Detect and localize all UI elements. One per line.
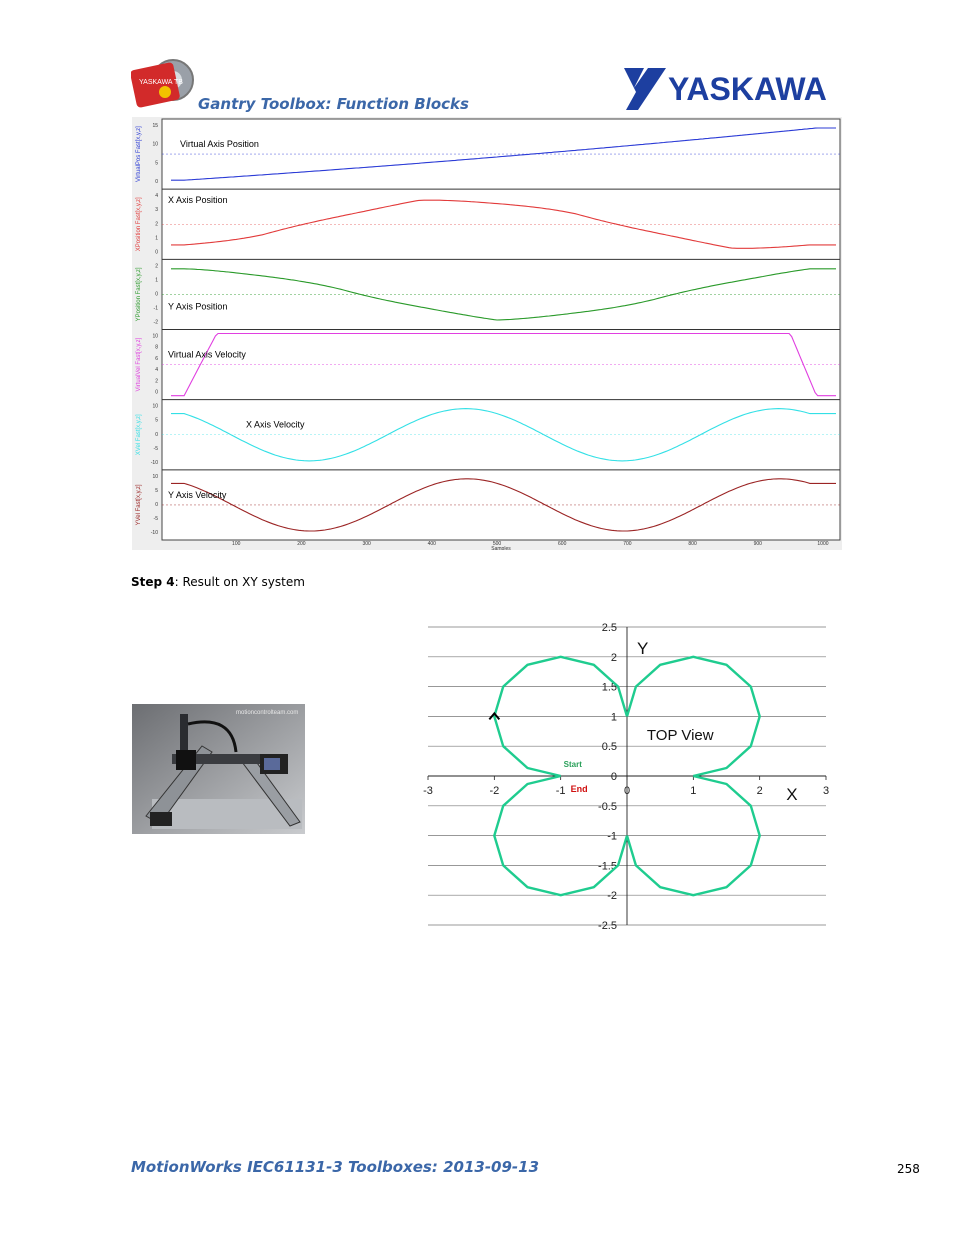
x-tick-label: 3 <box>822 785 830 797</box>
x-tick-label: -3 <box>423 785 433 797</box>
trend-tick-label: 5 <box>155 487 158 494</box>
trend-x-tick: 700 <box>623 541 632 547</box>
x-tick-label: 0 <box>623 785 631 797</box>
y-tick-label: -1 <box>607 830 617 843</box>
y-tick-label: 1 <box>610 711 617 724</box>
trend-tick-label: 8 <box>155 344 158 351</box>
trend-x-tick: 400 <box>427 541 436 547</box>
gantry-photo <box>132 704 305 834</box>
trend-tick-label: -10 <box>150 459 158 466</box>
chart-title: TOP View <box>646 727 714 745</box>
trend-axis-name: YPosition Fast[x,y,z] <box>136 267 142 322</box>
yaskawa-wordmark: YASKAWA <box>668 71 827 107</box>
trend-axis-name: VirtualPos Fast[x,y,z] <box>136 126 142 182</box>
end-annotation: End <box>570 784 588 794</box>
trend-tick-label: 0 <box>155 431 158 438</box>
trend-x-tick: 800 <box>688 541 697 547</box>
trend-tick-label: -5 <box>153 445 158 452</box>
y-tick-label: 2.5 <box>601 622 617 634</box>
trend-display <box>132 117 842 550</box>
trend-tick-label: 2 <box>155 263 158 270</box>
trend-axis-name: YVel Fast[x,y,z] <box>136 484 142 526</box>
trend-tick-label: 4 <box>155 367 158 374</box>
trend-x-tick: 600 <box>558 541 567 547</box>
trend-x-tick: 300 <box>362 541 371 547</box>
trend-panel-label: Y Axis Velocity <box>168 489 227 500</box>
trend-tick-label: 1 <box>155 235 158 242</box>
trend-tick-label: 2 <box>155 221 158 228</box>
trend-tick-label: 0 <box>155 389 158 396</box>
trend-axis-name: VirtualVel Fast[x,y,z] <box>136 337 142 392</box>
badge-text: YASKAWA TB <box>139 79 183 86</box>
yaskawa-logo <box>622 66 844 112</box>
y-tick-label: 2 <box>610 651 617 664</box>
step-label: Step 4 <box>131 575 175 589</box>
y-tick-label: 1.5 <box>601 681 617 694</box>
header-title: Gantry Toolbox: Function Blocks <box>198 95 469 113</box>
trend-panel-label: X Axis Velocity <box>246 419 305 430</box>
x-tick-label: -1 <box>555 785 566 797</box>
trend-tick-label: 5 <box>155 160 158 167</box>
x-tick-label: 1 <box>690 785 697 797</box>
trend-x-tick: 200 <box>297 541 306 547</box>
trend-tick-label: 10 <box>152 333 158 340</box>
trend-tick-label: 0 <box>155 179 158 186</box>
x-axis-label: X <box>786 784 798 804</box>
trend-tick-label: 15 <box>152 123 158 129</box>
trend-axis-name: XPosition Fast[x,y,z] <box>136 197 142 252</box>
y-tick-label: -2.5 <box>598 920 617 932</box>
trend-x-label: Samples <box>491 546 511 550</box>
y-tick-label: -2 <box>607 890 617 903</box>
trend-tick-label: 5 <box>155 417 158 424</box>
trend-tick-label: 2 <box>155 378 158 385</box>
trend-panel-label: X Axis Position <box>168 195 228 206</box>
y-tick-label: 0 <box>610 771 617 783</box>
trend-x-tick: 500 <box>492 541 502 547</box>
trend-tick-label: -1 <box>153 305 158 312</box>
y-tick-label: -0.5 <box>598 800 617 813</box>
toolbox-badge-logo <box>131 58 199 110</box>
trend-x-tick: 100 <box>232 541 241 547</box>
trend-panel-label: Virtual Axis Position <box>180 139 259 149</box>
trend-tick-label: 3 <box>155 207 158 214</box>
trend-tick-label: 10 <box>152 141 158 148</box>
trend-tick-label: -2 <box>153 319 158 326</box>
photo-watermark: motioncontrolteam.com <box>236 710 299 716</box>
xy-chart <box>398 612 838 942</box>
trend-tick-label: -10 <box>150 530 158 536</box>
step-caption <box>131 575 305 589</box>
trend-x-tick: 1000 <box>817 541 829 547</box>
y-tick-label: -1.5 <box>598 860 617 873</box>
start-annotation: Start <box>563 760 582 769</box>
y-tick-label: 0.5 <box>601 741 617 754</box>
trend-tick-label: 4 <box>155 193 158 200</box>
trend-tick-label: 0 <box>155 249 158 256</box>
step-text: : Result on XY system <box>174 575 305 589</box>
footer-title: MotionWorks IEC61131-3 Toolboxes: 2013-09-13 <box>131 1158 540 1176</box>
trend-tick-label: 6 <box>155 355 158 362</box>
trend-tick-label: 0 <box>155 501 158 508</box>
y-axis-label: Y <box>636 638 649 658</box>
page-number: 258 <box>897 1162 920 1176</box>
trend-panel-label: Virtual Axis Velocity <box>168 349 246 360</box>
trend-tick-label: -5 <box>153 515 158 522</box>
x-tick-label: 2 <box>756 785 763 797</box>
trend-tick-label: 1 <box>155 277 158 284</box>
trend-x-tick: 900 <box>753 541 762 547</box>
trend-tick-label: 10 <box>152 473 158 480</box>
trend-axis-name: XVel Fast[x,y,z] <box>136 414 142 456</box>
trend-tick-label: 0 <box>155 291 158 298</box>
x-tick-label: -2 <box>489 785 500 797</box>
trend-tick-label: 10 <box>152 403 158 410</box>
trend-panel-label: Y Axis Position <box>168 301 228 312</box>
